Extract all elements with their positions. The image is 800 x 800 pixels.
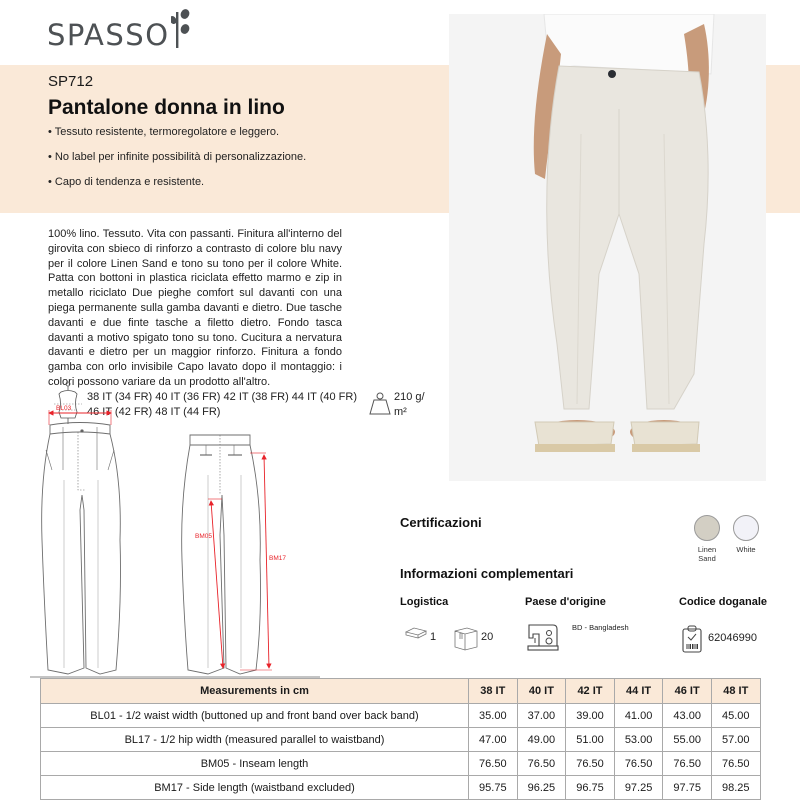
color-swatch-linen-sand[interactable] — [694, 515, 720, 541]
origin-country: BD - Bangladesh — [572, 623, 629, 632]
technical-drawing — [30, 400, 320, 678]
color-swatch-white[interactable] — [733, 515, 759, 541]
measurement-value: 76.50 — [663, 752, 712, 776]
measurement-value: 76.50 — [711, 752, 760, 776]
model-wearing-pants-image — [449, 14, 766, 481]
measurement-value: 41.00 — [614, 704, 663, 728]
measurement-value: 97.75 — [663, 776, 712, 800]
sewing-machine-icon — [527, 622, 559, 652]
measurement-value: 96.25 — [517, 776, 566, 800]
color-name: White — [736, 545, 756, 554]
size-range-line: 46 IT (42 FR) 48 IT (44 FR) — [87, 406, 221, 418]
table-row — [41, 752, 761, 776]
fabric-weight — [394, 390, 434, 420]
package-icon — [405, 627, 427, 639]
measurement-value: 39.00 — [566, 704, 615, 728]
inseam-label: BM05 — [195, 533, 212, 540]
measurement-value: 53.00 — [614, 728, 663, 752]
column-header: 38 IT — [469, 679, 518, 704]
measurement-value: 76.50 — [517, 752, 566, 776]
weight-icon — [369, 390, 391, 416]
clipboard-barcode-icon — [682, 625, 702, 653]
color-label-linen-sand — [687, 545, 727, 563]
feature-list — [48, 125, 306, 200]
side-length-label: BM17 — [269, 555, 286, 562]
column-header: 40 IT — [517, 679, 566, 704]
measurement-value: 43.00 — [663, 704, 712, 728]
additional-info-title: Informazioni complementari — [400, 566, 574, 581]
measurement-value: 98.25 — [711, 776, 760, 800]
measurement-label: BM05 - Inseam length — [41, 752, 469, 776]
size-range-line: 38 IT (34 FR) 40 IT (36 FR) 42 IT (38 FR) 44 IT (40 FR) — [87, 391, 357, 403]
measurement-value: 76.50 — [566, 752, 615, 776]
table-row — [41, 704, 761, 728]
column-header: Measurements in cm — [41, 679, 469, 704]
feature-item: • Capo di tendenza e resistente. — [48, 176, 205, 188]
customs-title: Codice doganale — [679, 596, 768, 608]
customs-code: 62046990 — [708, 632, 757, 644]
measurement-value: 37.00 — [517, 704, 566, 728]
brand-logo — [47, 10, 195, 50]
table-row — [41, 728, 761, 752]
measurement-value: 45.00 — [711, 704, 760, 728]
color-label-white — [726, 545, 766, 554]
measurement-value: 97.25 — [614, 776, 663, 800]
measurement-value: 51.00 — [566, 728, 615, 752]
column-header: 48 IT — [711, 679, 760, 704]
box-quantity: 20 — [481, 631, 494, 643]
product-description: 100% lino. Tessuto. Vita con passanti. Finitura all'interno del girovita con sbieco di rinforzo a contrasto di colore blu navy per il colore Linen Sand e tono su tono per il colore White. Patta con bottoni in plastica riciclata effetto marmo e zip in metallo riciclato Due pieghe comfort sul davanti con una piega permanente sulla gamba davanti e dietro. Due tasche davanti e due finte tasche a filetto dietro. Fondo tasca davanti a motivo spigato tono su tono. Cucitura a nervatura davanti e dietro per un maggior rinforzo. Finitura a fondo gamba con orlo invisibile Capo lavato dopo il montaggio: i colori possono variare da un prodotto all'altro. — [48, 228, 342, 388]
table-header-row — [41, 679, 761, 704]
box-icon — [453, 625, 479, 651]
measurement-value: 76.50 — [614, 752, 663, 776]
front-width-label: BL03 — [56, 405, 72, 412]
certifications-title: Certificazioni — [400, 515, 482, 530]
measurement-value: 57.00 — [711, 728, 760, 752]
fabric-weight-value: 210 g/ — [394, 391, 425, 403]
measurement-value: 76.50 — [469, 752, 518, 776]
origin-title: Paese d'origine — [525, 596, 606, 608]
product-title: Pantalone donna in lino — [48, 96, 285, 119]
feature-item: • No label per infinite possibilità di personalizzazione. — [48, 151, 307, 163]
brand-name: SPASSO — [47, 18, 170, 52]
front-view-drawing — [42, 423, 121, 675]
measurement-value: 47.00 — [469, 728, 518, 752]
measurement-value: 96.75 — [566, 776, 615, 800]
measurement-label: BM17 - Side length (waistband excluded) — [41, 776, 469, 800]
measurement-value: 35.00 — [469, 704, 518, 728]
fabric-weight-unit: m² — [394, 406, 407, 418]
measurement-value: 95.75 — [469, 776, 518, 800]
color-name: Linen — [697, 545, 717, 554]
product-code: SP712 — [48, 73, 94, 90]
measurements-table — [40, 678, 761, 800]
measurement-value: 49.00 — [517, 728, 566, 752]
column-header: 42 IT — [566, 679, 615, 704]
table-row — [41, 776, 761, 800]
column-header: 46 IT — [663, 679, 712, 704]
measurement-value: 55.00 — [663, 728, 712, 752]
logistics-title: Logistica — [400, 596, 449, 608]
leaf-logo-icon — [171, 8, 195, 48]
product-photo — [449, 14, 766, 481]
measurement-label: BL17 - 1/2 hip width (measured parallel to waistband) — [41, 728, 469, 752]
unit-quantity: 1 — [430, 631, 437, 643]
color-name: Sand — [698, 554, 716, 563]
feature-item: • Tessuto resistente, termoregolatore e leggero. — [48, 126, 280, 138]
column-header: 44 IT — [614, 679, 663, 704]
measurement-label: BL01 - 1/2 waist width (buttoned up and front band over back band) — [41, 704, 469, 728]
